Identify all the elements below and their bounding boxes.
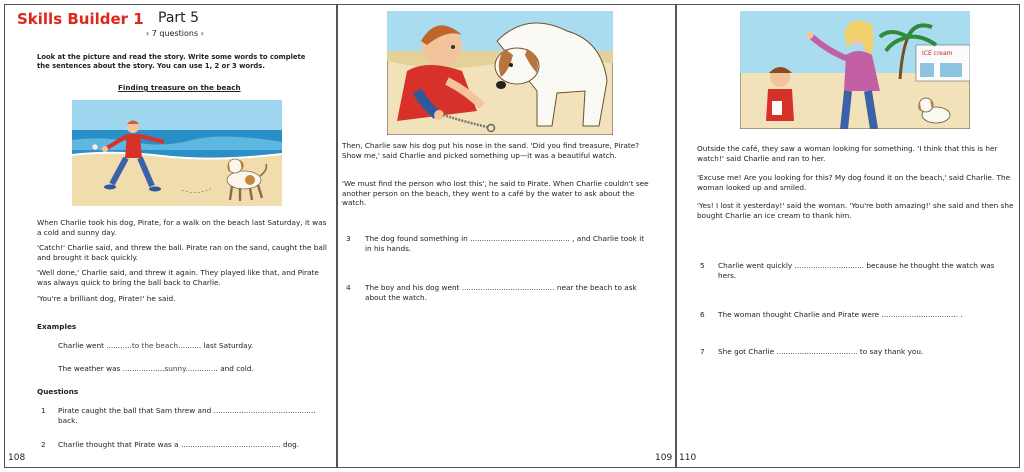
question-1-number: 1 [41,406,46,415]
instruction-text: Look at the picture and read the story. Write some words to complete the sentences about the story. You can use 1, 2 or 3 words. [37,53,306,70]
question-6[interactable]: The woman thought Charlie and Pirate were ................................. . [718,310,963,319]
question-7[interactable]: She got Charlie ................................... to say thank you. [718,347,924,356]
question-2[interactable]: Charlie thought that Pirate was a ........................................... dog. [58,440,300,449]
story-paragraph-3: 'Well done,' Charlie said, and threw it again. They played like that, and Pirate was always quick to bring the ball back to Charlie. [37,268,319,287]
example-1-prefix: Charlie went ........... [58,341,132,350]
story-paragraph-7: Outside the café, they saw a woman looking for something. 'I think that this is her watch!' said Charlie and ran to her. [697,144,998,163]
page-109 [337,4,676,468]
story-paragraph-8: 'Excuse me! Are you looking for this? My dog found it on the beach,' said Charlie. The woman looked up and smiled. [697,173,1011,192]
illustration-woman-and-boy-at-cafe [740,11,970,129]
page-number-108: 108 [8,453,26,463]
page-110 [676,4,1020,468]
page-number-110: 110 [679,453,697,463]
examples-heading: Examples [37,322,77,331]
part-label: Part 5 [158,10,199,26]
question-5[interactable]: Charlie went quickly .............................. because he thought the watch was hers. [718,261,995,280]
example-2 [58,364,254,373]
question-7-number: 7 [700,347,705,356]
question-3-number: 3 [346,234,351,243]
story-paragraph-9: 'Yes! I lost it yesterday!' said the woman. 'You're both amazing!' she said and then she bought Charlie an ice cream to thank him. [697,201,1014,220]
question-5-number: 5 [700,261,705,270]
example-2-prefix: The weather was .................. [58,364,165,373]
story-paragraph-4: 'You're a brilliant dog, Pirate!' he said. [37,294,176,303]
question-6-number: 6 [700,310,705,319]
story-paragraph-5: Then, Charlie saw his dog put his nose in the sand. 'Did you find treasure, Pirate? Show me,' said Charlie and picked something up—it was a beautiful watch. [342,141,640,160]
example-1 [58,341,253,350]
question-2-number: 2 [41,440,46,449]
page-number-109: 109 [655,453,673,463]
question-4[interactable]: The boy and his dog went ........................................ near the beach to ask about the watch. [365,283,637,302]
cafe-sign: ICE cream [922,50,953,57]
question-count: › 7 questions ‹ [146,29,204,38]
illustration-dog-finds-watch [387,11,613,135]
skills-builder-title: Skills Builder 1 [17,10,144,28]
example-1-answer: to the beach [131,341,179,350]
beach-illustration-boy-throwing [72,100,282,206]
page-108 [4,4,337,468]
story-paragraph-6: 'We must find the person who lost this', he said to Pirate. When Charlie couldn't see another person on the beach, they went to a café by the water to ask about the watch. [342,179,649,208]
questions-heading: Questions [37,387,79,396]
example-1-suffix: .......... last Saturday. [178,341,254,350]
example-2-answer: sunny [164,364,186,373]
example-2-suffix: .............. and cold. [185,364,254,373]
story-title: Finding treasure on the beach [118,83,241,92]
story-paragraph-2: 'Catch!' Charlie said, and threw the ball. Pirate ran on the sand, caught the ball and brought it back quickly. [37,243,327,262]
story-paragraph-1: When Charlie took his dog, Pirate, for a walk on the beach last Saturday, it was a cold and sunny day. [37,218,327,237]
question-3[interactable]: The dog found something in ........................................... , and Charlie took it in his hands. [365,234,645,253]
question-1[interactable]: Pirate caught the ball that Sam threw and ............................................ back. [58,406,316,425]
question-4-number: 4 [346,283,351,292]
